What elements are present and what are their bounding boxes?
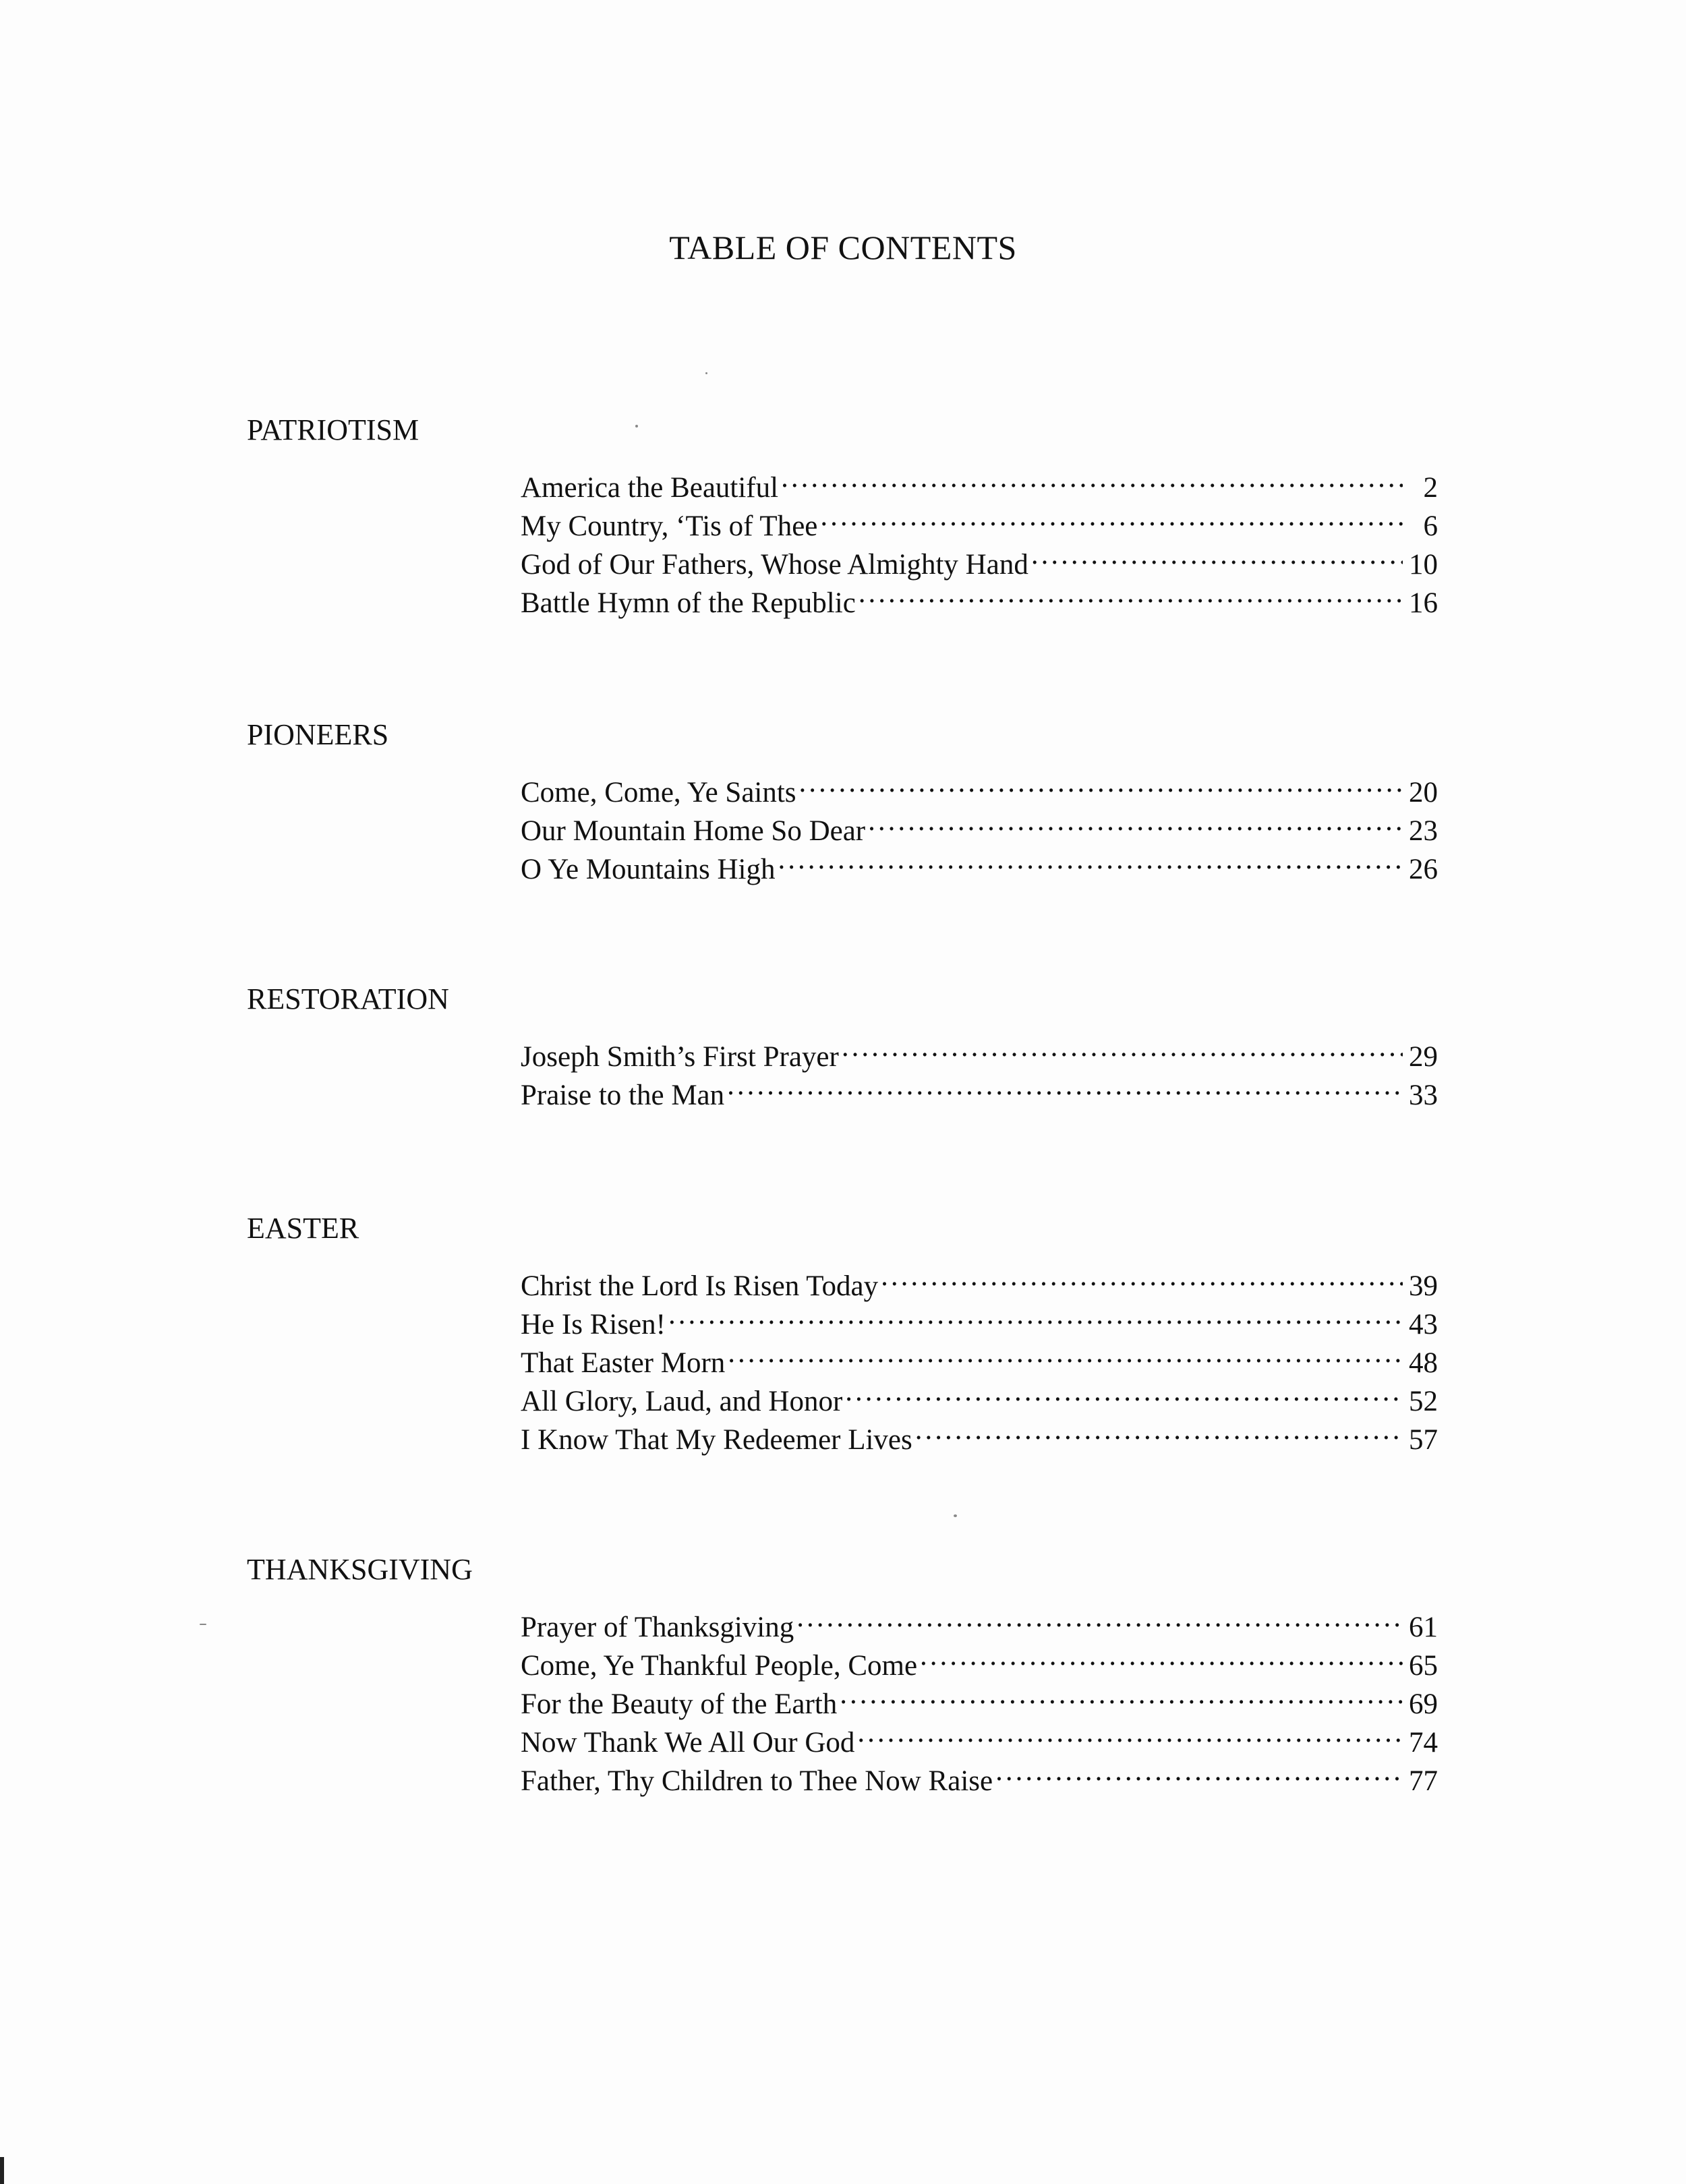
entry-title: God of Our Fathers, Whose Almighty Hand	[521, 549, 1028, 581]
dot-leader	[845, 1372, 1403, 1411]
entry-page-number: 65	[1409, 1650, 1438, 1682]
entry-title: That Easter Morn	[521, 1347, 726, 1379]
entry-page-number: 39	[1409, 1270, 1438, 1302]
section-heading: RESTORATION	[247, 982, 449, 1015]
entry-title: Come, Come, Ye Saints	[521, 777, 796, 808]
entry-title: Christ the Lord Is Risen Today	[521, 1270, 879, 1302]
section-heading: EASTER	[247, 1212, 359, 1245]
dot-leader	[781, 459, 1403, 497]
entry-list	[521, 1598, 1438, 1797]
dot-leader	[778, 840, 1403, 879]
dot-leader	[915, 1411, 1403, 1449]
entry-title: I Know That My Redeemer Lives	[521, 1424, 912, 1456]
dot-leader	[857, 1713, 1403, 1752]
dot-leader	[842, 1028, 1403, 1066]
dot-leader	[859, 574, 1403, 612]
entry-title: He Is Risen!	[521, 1309, 666, 1340]
entry-page-number: 61	[1409, 1612, 1438, 1643]
dot-leader	[799, 763, 1403, 802]
entry-title: Battle Hymn of the Republic	[521, 587, 856, 619]
scan-speck	[954, 1514, 957, 1517]
toc-entry	[521, 763, 1438, 808]
entry-title: Now Thank We All Our God	[521, 1727, 855, 1759]
dot-leader	[868, 802, 1403, 840]
entry-page-number: 26	[1409, 854, 1438, 885]
scan-edge-mark	[0, 2157, 4, 2184]
toc-entry	[521, 1257, 1438, 1302]
entry-page-number: 77	[1409, 1765, 1438, 1797]
dot-leader	[820, 497, 1403, 535]
entry-title: America the Beautiful	[521, 472, 779, 504]
dot-leader	[881, 1257, 1403, 1295]
dot-leader	[728, 1334, 1403, 1372]
dot-leader	[920, 1636, 1403, 1675]
entry-page-number: 33	[1409, 1080, 1438, 1111]
entry-title: For the Beauty of the Earth	[521, 1688, 838, 1720]
dot-leader	[668, 1295, 1403, 1334]
entry-title: O Ye Mountains High	[521, 854, 776, 885]
toc-entry	[521, 1028, 1438, 1073]
entry-page-number: 6	[1423, 510, 1438, 542]
entry-title: Praise to the Man	[521, 1080, 725, 1111]
dot-leader	[1031, 535, 1403, 574]
entry-list	[521, 1257, 1438, 1456]
page-title: TABLE OF CONTENTS	[669, 229, 1017, 266]
dot-leader	[727, 1066, 1403, 1104]
entry-page-number: 16	[1409, 587, 1438, 619]
entry-list	[521, 763, 1438, 885]
entry-page-number: 2	[1423, 472, 1438, 504]
section-heading: PIONEERS	[247, 718, 389, 751]
entry-list	[521, 459, 1438, 619]
entry-page-number: 43	[1409, 1309, 1438, 1340]
entry-title: All Glory, Laud, and Honor	[521, 1386, 843, 1417]
entry-page-number: 10	[1409, 549, 1438, 581]
entry-title: My Country, ‘Tis of Thee	[521, 510, 818, 542]
scan-speck	[635, 425, 638, 427]
entry-title: Prayer of Thanksgiving	[521, 1612, 794, 1643]
entry-page-number: 57	[1409, 1424, 1438, 1456]
entry-list	[521, 1028, 1438, 1111]
dot-leader	[796, 1598, 1403, 1636]
dot-leader	[840, 1675, 1403, 1713]
scan-speck	[705, 372, 707, 374]
entry-page-number: 52	[1409, 1386, 1438, 1417]
entry-title: Joseph Smith’s First Prayer	[521, 1041, 839, 1073]
entry-page-number: 69	[1409, 1688, 1438, 1720]
entry-page-number: 48	[1409, 1347, 1438, 1379]
entry-title: Come, Ye Thankful People, Come	[521, 1650, 918, 1682]
scan-speck	[200, 1624, 206, 1625]
entry-page-number: 23	[1409, 815, 1438, 847]
entry-page-number: 20	[1409, 777, 1438, 808]
section-heading: PATRIOTISM	[247, 413, 419, 446]
entry-title: Our Mountain Home So Dear	[521, 815, 866, 847]
toc-entry	[521, 1598, 1438, 1643]
section-heading: THANKSGIVING	[247, 1553, 473, 1586]
toc-entry	[521, 459, 1438, 504]
entry-page-number: 74	[1409, 1727, 1438, 1759]
entry-page-number: 29	[1409, 1041, 1438, 1073]
entry-title: Father, Thy Children to Thee Now Raise	[521, 1765, 993, 1797]
dot-leader	[995, 1752, 1403, 1790]
